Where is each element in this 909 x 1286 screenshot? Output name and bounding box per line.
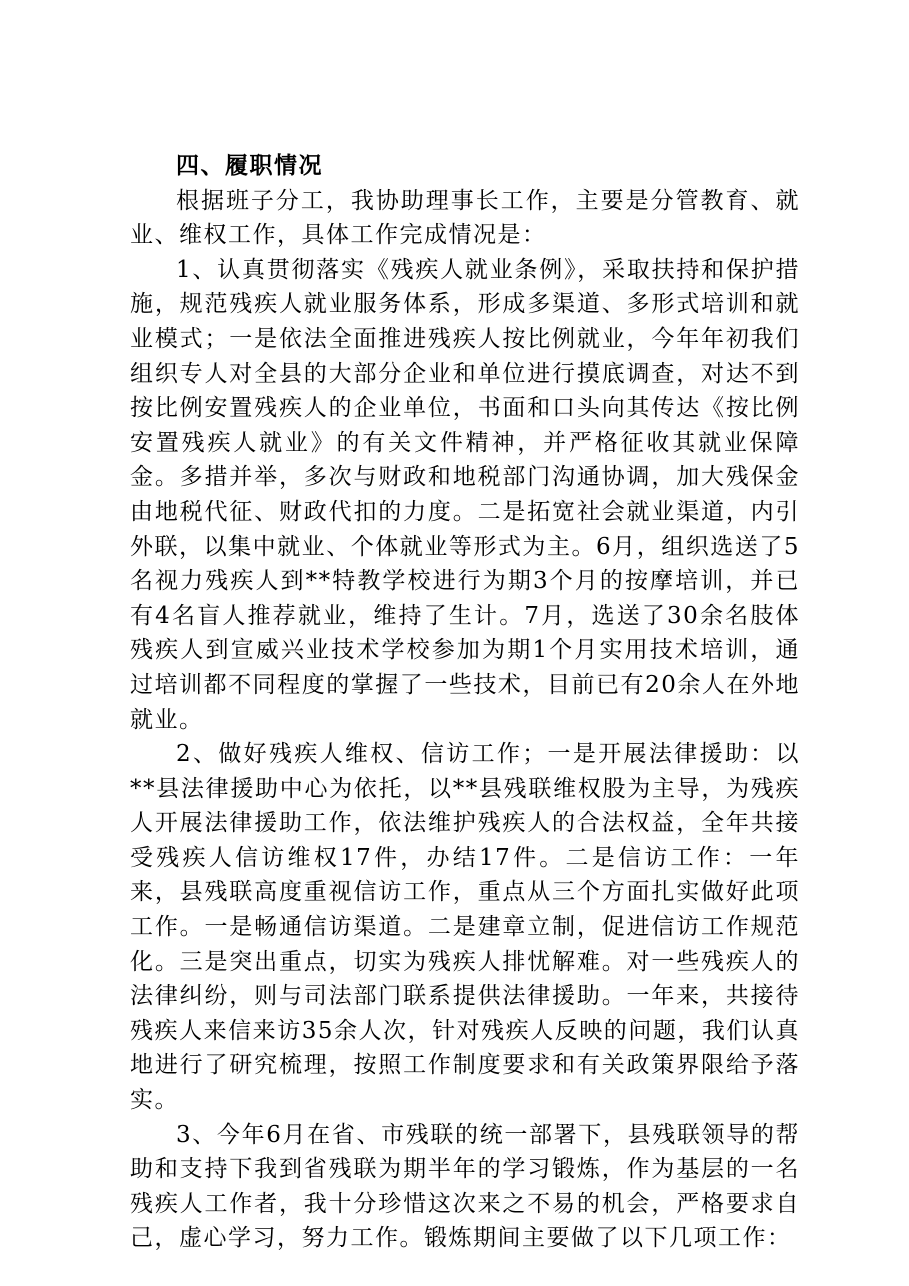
paragraph-training: 3、今年6月在省、市残联的统一部署下，县残联领导的帮助和支持下我到省残联为期半年的学习锻炼，作为基层的一名残疾人工作者，我十分珍惜这次来之不易的机会，严格要求自己，虚心学习，努力工作。锻炼期间主要做了以下几项工作： <box>130 1121 800 1252</box>
paragraph-employment: 1、认真贯彻落实《残疾人就业条例》，采取扶持和保护措施，规范残疾人就业服务体系，形成多渠道、多形式培训和就业模式；一是依法全面推进残疾人按比例就业，今年年初我们组织专人对全县的大部分企业和单位进行摸底调查，对达不到按比例安置残疾人的企业单位，书面和口头向其传达《按比例安置残疾人就业》的有关文件精神，并严格征收其就业保障金。多措并举，多次与财政和地税部门沟通协调，加大残保金由地税代征、财政代扣的力度。二是拓宽社会就业渠道，内引外联，以集中就业、个体就业等形式为主。6月，组织选送了5名视力残疾人到**特教学校进行为期3个月的按摩培训，并已有4名盲人推荐就业，维持了生计。7月，选送了30余名肢体残疾人到宣威兴业技术学校参加为期1个月实用技术培训，通过培训都不同程度的掌握了一些技术，目前已有20余人在外地就业。 <box>130 256 800 733</box>
document-body <box>130 149 800 1256</box>
paragraph-intro: 根据班子分工，我协助理事长工作，主要是分管教育、就业、维权工作，具体工作完成情况是： <box>130 187 800 249</box>
paragraph-rights-petition: 2、做好残疾人维权、信访工作；一是开展法律援助：以**县法律援助中心为依托，以**县残联维权股为主导，为残疾人开展法律援助工作，依法维护残疾人的合法权益，全年共接受残疾人信访维权17件，办结17件。二是信访工作：一年来，县残联高度重视信访工作，重点从三个方面扎实做好此项工作。一是畅通信访渠道。二是建章立制，促进信访工作规范化。三是突出重点，切实为残疾人排忧解难。对一些残疾人的法律纠纷，则与司法部门联系提供法律援助。一年来，共接待残疾人来信来访35余人次，针对残疾人反映的问题，我们认真地进行了研究梳理，按照工作制度要求和有关政策界限给予落实。 <box>130 741 800 1114</box>
section-heading: 四、履职情况 <box>176 152 323 179</box>
